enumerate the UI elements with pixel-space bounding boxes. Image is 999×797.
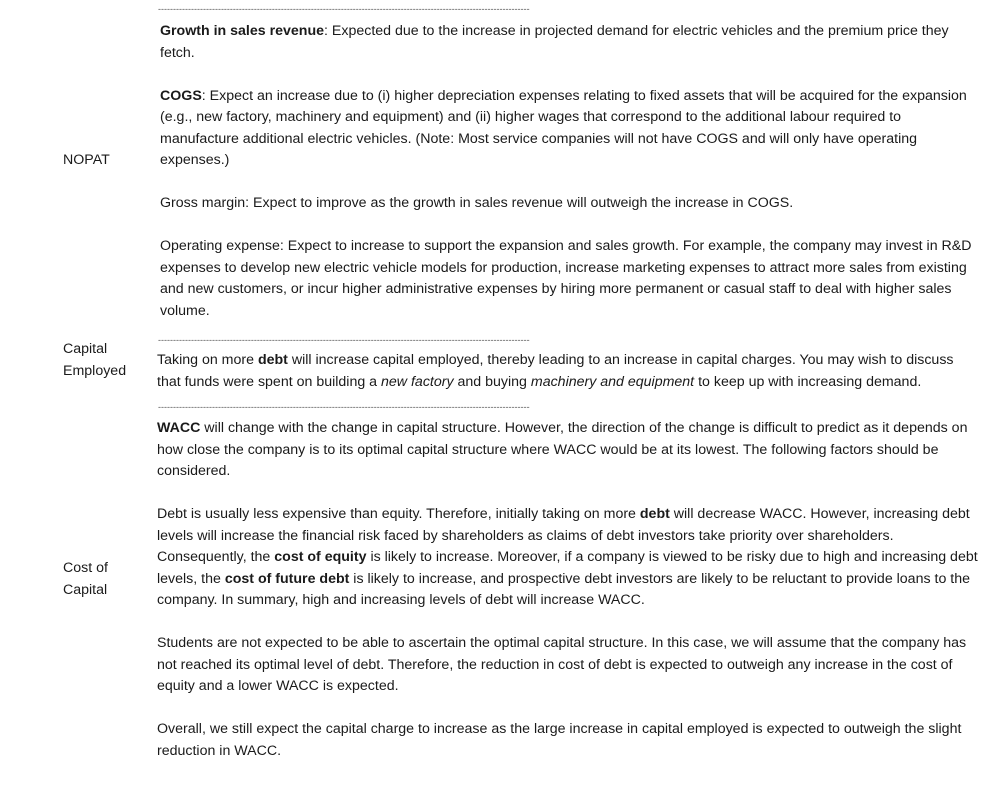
separator-top: ---------------------------------------------------------------------------------------------------------------------------- bbox=[158, 4, 530, 14]
debt-bold-debt: debt bbox=[639, 506, 670, 522]
wacc-term: WACC bbox=[157, 420, 201, 436]
ce-bold-debt: debt bbox=[257, 352, 288, 368]
cost-of-capital-label-line2: Capital bbox=[63, 581, 108, 598]
row-label-nopat: NOPAT bbox=[63, 152, 110, 168]
debt-text-1: Debt is usually less expensive than equity. Therefore, initially taking on more bbox=[157, 506, 640, 522]
wacc-paragraph bbox=[157, 418, 979, 483]
cost-of-capital-content bbox=[157, 418, 979, 762]
ce-text-4: to keep up with increasing demand. bbox=[694, 373, 922, 390]
separator-cost-of-capital: ---------------------------------------------------------------------------------------------------------------------------- bbox=[158, 402, 530, 412]
ce-italic-machinery: machinery and equipment bbox=[530, 373, 695, 390]
ce-text-1: Taking on more bbox=[157, 352, 258, 368]
ce-italic-new-factory: new factory bbox=[381, 373, 454, 390]
row-label-cost-of-capital bbox=[63, 558, 108, 601]
cogs-text: : Expect an increase due to (i) higher depreciation expenses relating to fixed assets that will be acquired for the expansion (e.g., new factory, machinery and equipment) and (ii) higher wages that correspond to the additional labour required to manufacture additional electric vehicles. (Note: Most service companies will not have COGS and will only have operating expenses.) bbox=[160, 87, 967, 168]
ce-text-3: and buying bbox=[453, 373, 531, 390]
gross-margin-paragraph: Gross margin: Expect to improve as the growth in sales revenue will outweigh the increase in COGS. bbox=[160, 195, 794, 211]
ce-text-2: will increase capital employed, thereby leading to an increase in capital charges. You may wish to discuss that funds were spent on building a bbox=[157, 352, 954, 390]
debt-text-4: is likely to increase, and prospective debt investors are likely to be reluctant to provide loans to the company. In summary, high and increasing levels of debt will increase WACC. bbox=[157, 570, 971, 608]
optimal-structure-paragraph: Students are not expected to be able to ascertain the optimal capital structure. In this case, we will assume that the company has not reached its optimal level of debt. Therefore, the reduction in cost of debt is expected to outweigh any increase in the cost of equity and a lower WACC is expected. bbox=[157, 635, 967, 694]
capital-employed-paragraph bbox=[157, 350, 979, 393]
debt-bold-cost-of-future-debt: cost of future debt bbox=[224, 570, 350, 587]
separator-capital-employed: ---------------------------------------------------------------------------------------------------------------------------- bbox=[158, 335, 530, 345]
cost-of-capital-label-line1: Cost of bbox=[63, 560, 108, 576]
growth-term: Growth in sales revenue bbox=[160, 23, 325, 39]
debt-paragraph bbox=[157, 504, 979, 612]
growth-text: : Expected due to the increase in projected demand for electric vehicles and the premium price they fetch. bbox=[160, 23, 949, 61]
overall-paragraph: Overall, we still expect the capital charge to increase as the large increase in capital employed is expected to outweigh the slight reduction in WACC. bbox=[157, 721, 962, 759]
debt-bold-cost-of-equity: cost of equity bbox=[274, 549, 367, 565]
nopat-content bbox=[160, 21, 975, 322]
cogs-paragraph bbox=[160, 86, 975, 172]
debt-text-3: is likely to increase. Moreover, if a company is viewed to be risky due to high and increasing debt levels, the bbox=[157, 549, 978, 587]
growth-paragraph bbox=[160, 21, 975, 64]
row-label-capital-employed bbox=[63, 339, 126, 382]
capital-employed-label-line1: Capital bbox=[63, 341, 108, 357]
cogs-term: COGS bbox=[160, 87, 202, 104]
capital-employed-content bbox=[157, 350, 979, 393]
debt-text-2: will decrease WACC. However, increasing debt levels will increase the financial risk faced by shareholders as claims of debt investors take priority over shareholders. Consequently, the bbox=[157, 506, 970, 565]
operating-expense-paragraph: Operating expense: Expect to increase to support the expansion and sales growth. For example, the company may invest in R&D expenses to develop new electric vehicle models for production, increase marketing expenses to attract more sales from existing and new customers, or incur higher administrative expenses by hiring more permanent or casual staff to deal with higher sales volume. bbox=[160, 238, 972, 319]
wacc-text: will change with the change in capital structure. However, the direction of the change is difficult to predict as it depends on how close the company is to its optimal capital structure where WACC would be at its lowest. The following factors should be considered. bbox=[157, 420, 968, 479]
capital-employed-label-line2: Employed bbox=[63, 362, 127, 379]
